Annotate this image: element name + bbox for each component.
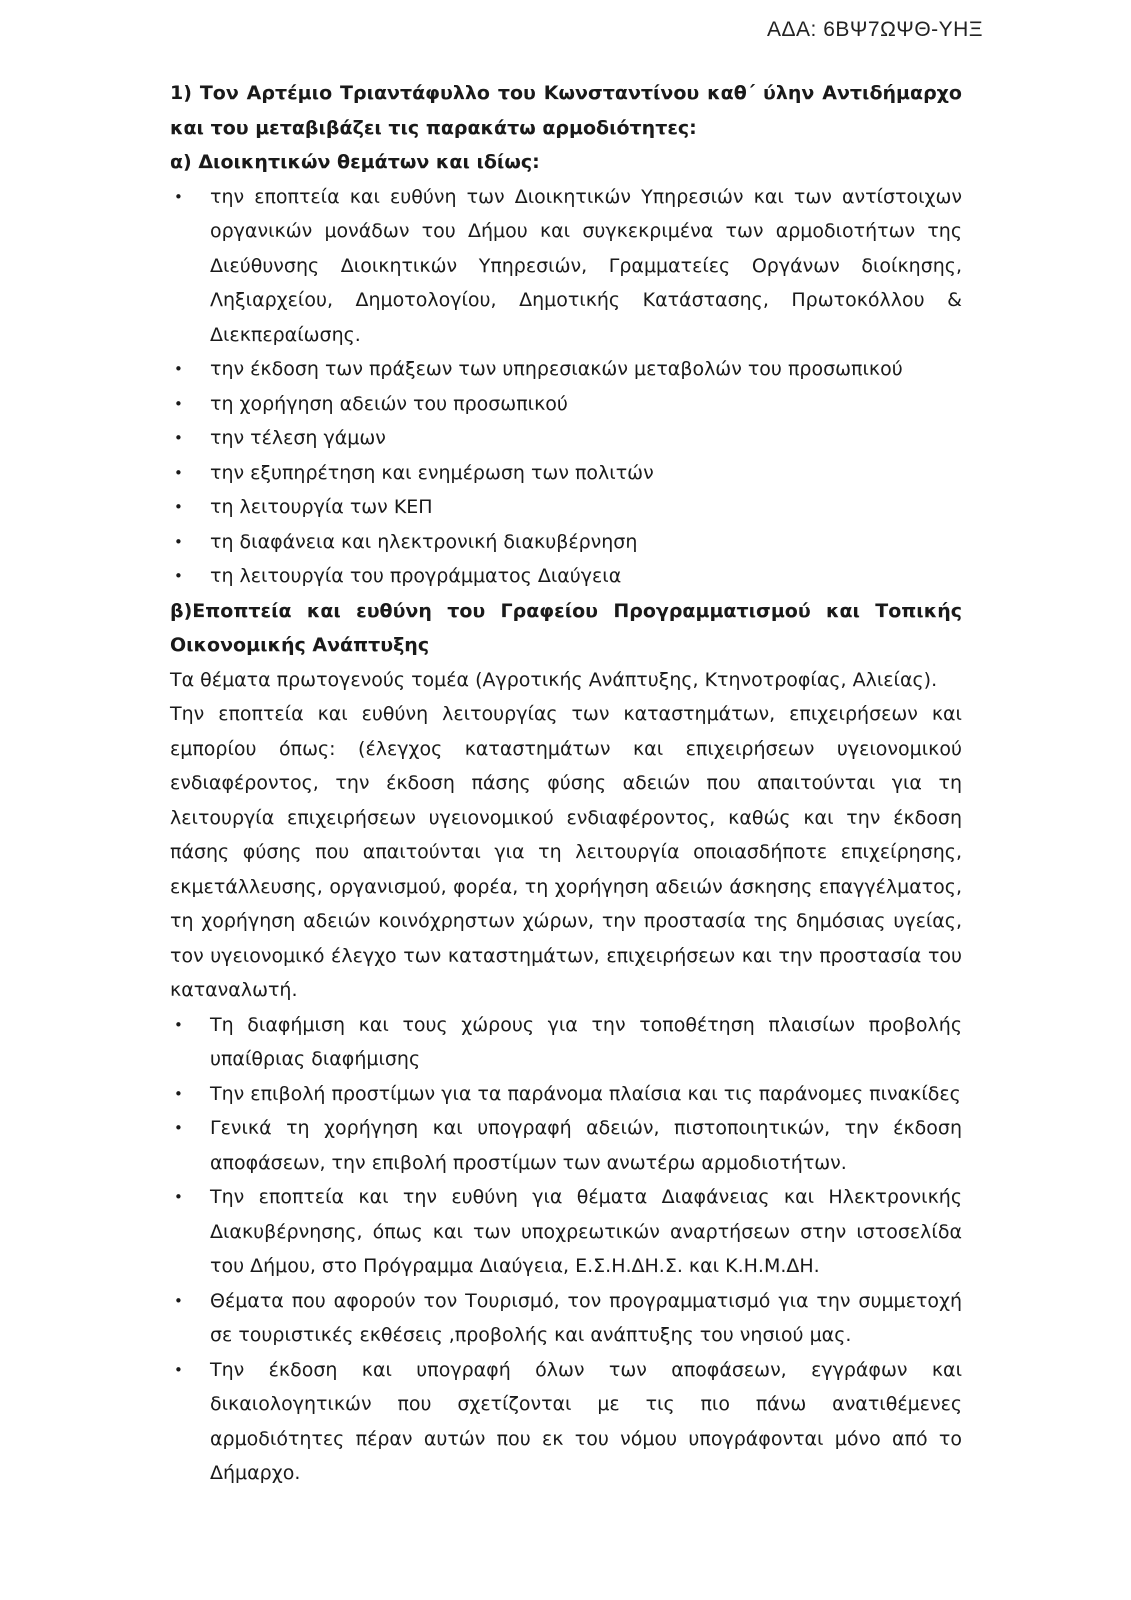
list-item (170, 525, 962, 560)
list-item-text: Τη διαφήμιση και τους χώρους για την τοποθέτηση πλαισίων προβολής υπαίθριας διαφήμισης (210, 1013, 962, 1070)
list-item (170, 1077, 962, 1112)
list-item-text: τη λειτουργία των ΚΕΠ (210, 496, 433, 518)
list-item-text: την έκδοση των πράξεων των υπηρεσιακών μεταβολών του προσωπικού (210, 358, 903, 380)
list-item-text: Την επιβολή προστίμων για τα παράνομα πλαίσια και τις παράνομες πινακίδες (210, 1082, 961, 1105)
list-item-text: τη λειτουργία του προγράμματος Διαύγεια (210, 565, 622, 587)
section-heading: 1) Τον Αρτέμιο Τριαντάφυλλο του Κωνσταντίνου καθ΄ ύλην Αντιδήμαρχο και του μεταβιβάζει τις παρακάτω αρμοδιότητες: (170, 82, 962, 139)
list-item (170, 559, 962, 594)
list-item (170, 456, 962, 491)
list-item (170, 1111, 962, 1180)
list-item (170, 387, 962, 422)
bullet-icon: • (174, 1119, 183, 1137)
bullet-icon: • (174, 1084, 183, 1103)
bullet-icon: • (174, 1015, 183, 1034)
bullet-icon: • (174, 394, 183, 413)
list-item-text: Θέματα που αφορούν τον Τουρισμό, τον προγραμματισμό για την συμμετοχή σε τουριστικές εκθέσεις ,προβολής και ανάπτυξης του νησιού μας. (210, 1289, 962, 1346)
bullet-icon: • (174, 360, 183, 378)
list-item-text: την τέλεση γάμων (210, 427, 386, 449)
bullet-list-b (170, 1008, 962, 1491)
bullet-icon: • (174, 187, 183, 206)
list-item (170, 421, 962, 456)
subsection-a-heading: α) Διοικητικών θεμάτων και ιδίως: (170, 151, 540, 173)
list-item (170, 352, 962, 387)
bullet-list-a (170, 180, 962, 594)
paragraph-primary-sector: Τα θέματα πρωτογενούς τομέα (Αγροτικής Ανάπτυξης, Κτηνοτροφίας, Αλιείας). (170, 668, 938, 691)
list-item (170, 1353, 962, 1491)
list-item-text: τη διαφάνεια και ηλεκτρονική διακυβέρνηση (210, 530, 638, 553)
bullet-icon: • (174, 1291, 183, 1310)
bullet-icon: • (174, 1188, 183, 1206)
list-item (170, 1284, 962, 1353)
bullet-icon: • (174, 532, 183, 551)
subsection-b-heading: β)Εποπτεία και ευθύνη του Γραφείου Προγραμματισμού και Τοπικής Οικονομικής Ανάπτυξης (170, 599, 962, 656)
list-item-text: την εξυπηρέτηση και ενημέρωση των πολιτών (210, 461, 654, 484)
list-item-text: Γενικά τη χορήγηση και υπογραφή αδειών, πιστοποιητικών, την έκδοση αποφάσεων, την επιβολή προστίμων των ανωτέρω αρμοδιοτήτων. (210, 1117, 962, 1174)
bullet-icon: • (174, 429, 183, 447)
list-item-text: Την έκδοση και υπογραφή όλων των αποφάσεων, εγγράφων και δικαιολογητικών που σχετίζονται με τις πιο πάνω ανατιθέμενες αρμοδιότητες πέραν αυτών που εκ του νόμου υπογράφονται μόνο από το Δήμαρχο. (210, 1358, 962, 1484)
bullet-icon: • (174, 463, 183, 482)
list-item (170, 180, 962, 353)
list-item (170, 1180, 962, 1284)
bullet-icon: • (174, 567, 183, 585)
bullet-icon: • (174, 498, 183, 516)
list-item (170, 1008, 962, 1077)
paragraph-business-oversight: Την εποπτεία και ευθύνη λειτουργίας των καταστημάτων, επιχειρήσεων και εμπορίου όπως: (έλεγχος καταστημάτων και επιχειρήσεων υγειονομικού ενδιαφέροντος, την έκδοση πάσης φύσης αδειών που απαιτούνται για τη λειτουργία επιχειρήσεων υγειονομικού ενδιαφέροντος, καθώς και την έκδοση πάσης φύσης που απαιτούνται για τη λειτουργία οποιασδήποτε επιχείρησης, εκμετάλλευσης, οργανισμού, φορέα, τη χορήγηση αδειών άσκησης επαγγέλματος, τη χορήγηση αδειών κοινόχρηστων χώρων, την προστασία της δημόσιας υγείας, τον υγειονομικό έλεγχο των καταστημάτων, επιχειρήσεων και την προστασία του καταναλωτή. (170, 703, 962, 1001)
list-item-text: τη χορήγηση αδειών του προσωπικού (210, 392, 568, 415)
list-item-text: Την εποπτεία και την ευθύνη για θέματα Διαφάνειας και Ηλεκτρονικής Διακυβέρνησης, όπως και των υποχρεωτικών αναρτήσεων στην ιστοσελίδα του Δήμου, στο Πρόγραμμα Διαύγεια, Ε.Σ.Η.ΔΗ.Σ. και Κ.Η.Μ.ΔΗ. (210, 1186, 962, 1277)
bullet-icon: • (174, 1360, 183, 1379)
list-item-text: την εποπτεία και ευθύνη των Διοικητικών Υπηρεσιών και των αντίστοιχων οργανικών μονάδων του Δήμου και συγκεκριμένα των αρμοδιοτήτων της Διεύθυνσης Διοικητικών Υπηρεσιών, Γραμματείες Οργάνων διοίκησης, Ληξιαρχείου, Δημοτολογίου, Δημοτικής Κατάστασης, Πρωτοκόλλου & Διεκπεραίωσης. (210, 185, 962, 346)
list-item (170, 490, 962, 525)
document-body (170, 76, 962, 1491)
ada-code: ΑΔΑ: 6ΒΨ7ΩΨΘ-ΥΗΞ (766, 18, 983, 41)
